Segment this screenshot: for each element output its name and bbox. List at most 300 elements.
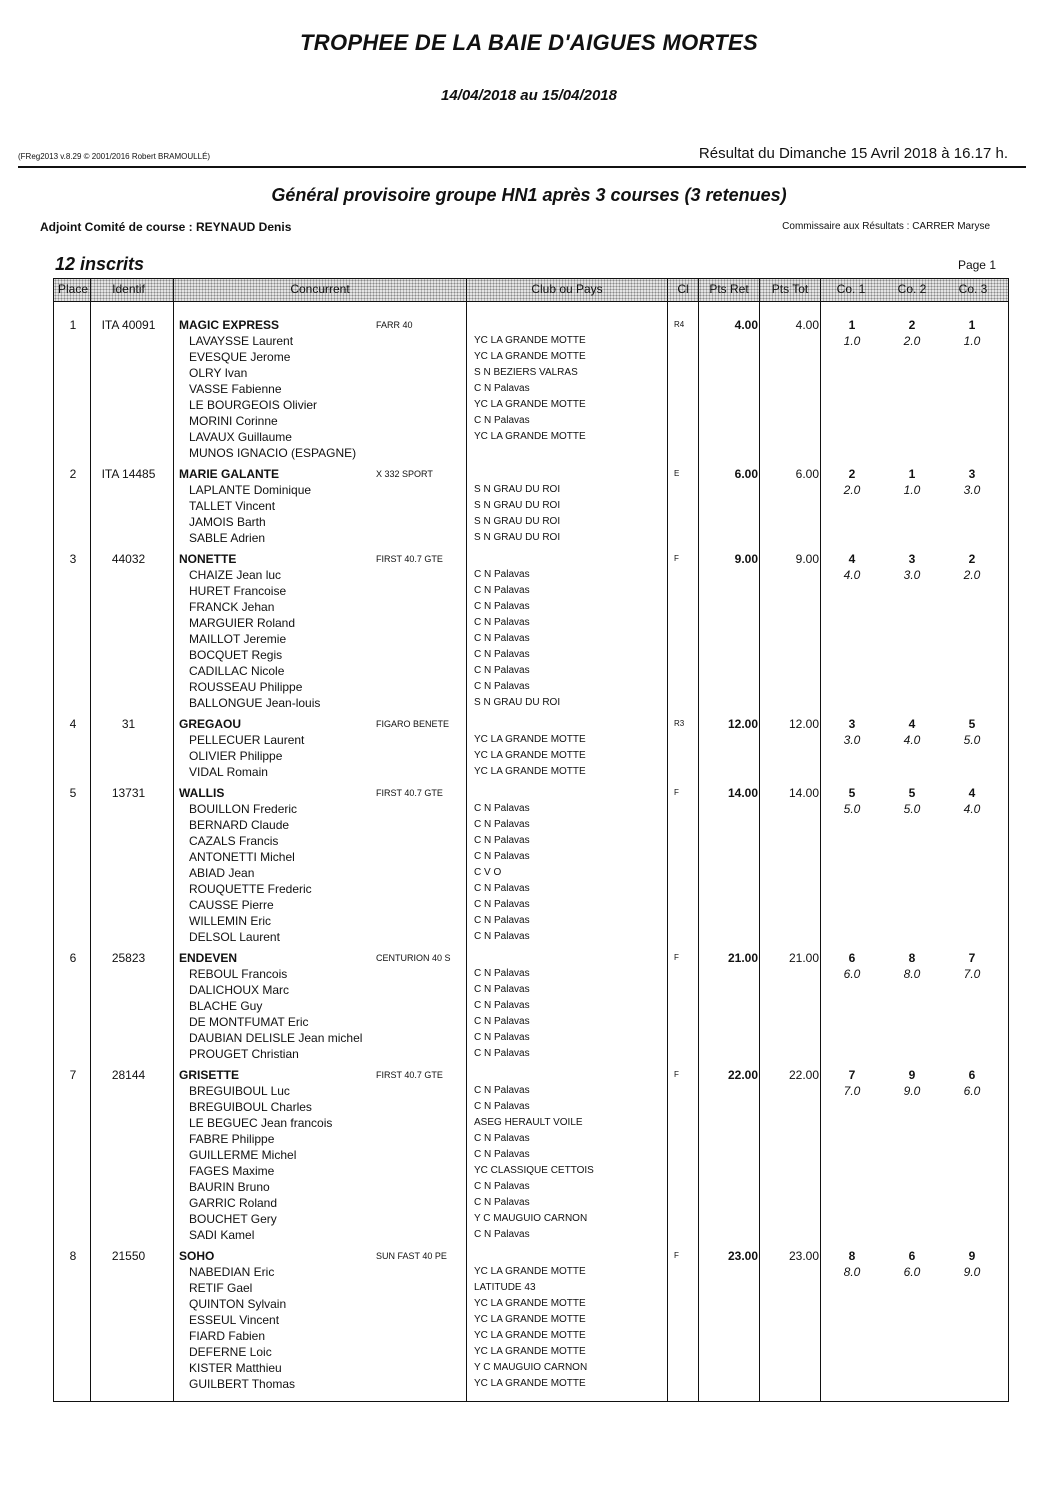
boat-type: FIRST 40.7 GTE (376, 788, 443, 798)
crew-club: S N GRAU DU ROI (474, 500, 561, 511)
class-value: F (674, 788, 679, 797)
race-score: 1.0 (963, 334, 981, 348)
crew-line (54, 1211, 1008, 1227)
race-rank: 2 (968, 552, 976, 566)
crew-club: C N Palavas (474, 1048, 530, 1059)
crew-club: Y C MAUGUIO CARNON (474, 1362, 588, 1373)
crew-club: YC CLASSIQUE CETTOIS (474, 1165, 594, 1176)
crew-line (54, 865, 1008, 881)
table-header (54, 279, 1008, 302)
crew-name: FABRE Philippe (189, 1132, 275, 1146)
race-rank: 9 (968, 1249, 976, 1263)
crew-line (54, 1179, 1008, 1195)
crew-club: C N Palavas (474, 1229, 530, 1240)
points-total: 23.00 (788, 1249, 819, 1263)
race-score: 2.0 (903, 334, 921, 348)
crew-line (54, 833, 1008, 849)
crew-line (54, 897, 1008, 913)
crew-name: ROUSSEAU Philippe (189, 680, 303, 694)
race-score: 3.0 (843, 733, 861, 747)
crew-name: LE BEGUEC Jean francois (189, 1116, 333, 1130)
crew-line (54, 1296, 1008, 1312)
crew-line (54, 982, 1008, 998)
crew-line (54, 397, 1008, 413)
col-club: Club ou Pays (531, 282, 603, 296)
crew-line (54, 647, 1008, 663)
crew-line (54, 695, 1008, 711)
boat-line (54, 1248, 1008, 1264)
place-value: 7 (69, 1068, 77, 1082)
crew-club: YC LA GRANDE MOTTE (474, 766, 586, 777)
crew-name: VASSE Fabienne (189, 382, 282, 396)
crew-name: BOCQUET Regis (189, 648, 283, 662)
race-rank: 4 (908, 717, 916, 731)
class-value: R3 (674, 719, 685, 728)
crew-line (54, 1131, 1008, 1147)
crew-name: LAPLANTE Dominique (189, 483, 312, 497)
crew-line (54, 1163, 1008, 1179)
crew-name: CAZALS Francis (189, 834, 279, 848)
crew-name: BREGUIBOUL Charles (189, 1100, 312, 1114)
points-total: 21.00 (788, 951, 819, 965)
crew-name: CHAIZE Jean luc (189, 568, 282, 582)
col-cl: Cl (677, 282, 689, 296)
entry-separator (54, 1392, 1008, 1397)
crew-line (54, 663, 1008, 679)
crew-name: MORINI Corinne (189, 414, 278, 428)
crew-club: C N Palavas (474, 681, 530, 692)
crew-name: NABEDIAN Eric (189, 1265, 275, 1279)
crew-line (54, 498, 1008, 514)
crew-name: PELLECUER Laurent (189, 733, 305, 747)
crew-line (54, 1360, 1008, 1376)
crew-name: GUILLERME Michel (189, 1148, 297, 1162)
crew-name: DEFERNE Loic (189, 1345, 272, 1359)
crew-name: CADILLAC Nicole (189, 664, 285, 678)
crew-club: C N Palavas (474, 1197, 530, 1208)
crew-club: S N BEZIERS VALRAS (474, 367, 578, 378)
sail-ident: 31 (121, 717, 136, 731)
col-concurrent: Concurrent (290, 282, 350, 296)
crew-club: C N Palavas (474, 835, 530, 846)
race-score: 6.0 (843, 967, 861, 981)
race-score: 4.0 (963, 802, 981, 816)
boat-name: GRISETTE (179, 1068, 240, 1082)
race-score: 7.0 (963, 967, 981, 981)
crew-name: REBOUL Francois (189, 967, 288, 981)
crew-line (54, 1227, 1008, 1243)
place-value: 4 (69, 717, 77, 731)
crew-line (54, 1083, 1008, 1099)
crew-name: SADI Kamel (189, 1228, 255, 1242)
race-rank: 2 (848, 467, 856, 481)
crew-name: MARGUIER Roland (189, 616, 296, 630)
place-value: 2 (69, 467, 77, 481)
points-retained: 9.00 (734, 552, 758, 566)
crew-line (54, 1115, 1008, 1131)
crew-club: C N Palavas (474, 415, 530, 426)
crew-name: CAUSSE Pierre (189, 898, 274, 912)
crew-line (54, 365, 1008, 381)
race-rank: 3 (968, 467, 976, 481)
race-score: 1.0 (843, 334, 861, 348)
results-rows (54, 317, 1008, 1397)
crew-club: C N Palavas (474, 1133, 530, 1144)
crew-line (54, 679, 1008, 695)
boat-type: FIGARO BENETE (376, 719, 450, 729)
crew-club: C N Palavas (474, 1101, 530, 1112)
boat-line (54, 317, 1008, 333)
crew-club: YC LA GRANDE MOTTE (474, 1266, 586, 1277)
col-place: Place (57, 282, 89, 296)
crew-club: YC LA GRANDE MOTTE (474, 1314, 586, 1325)
crew-club: YC LA GRANDE MOTTE (474, 351, 586, 362)
crew-club: YC LA GRANDE MOTTE (474, 399, 586, 410)
sail-ident: 21550 (111, 1249, 146, 1263)
crew-name: VIDAL Romain (189, 765, 268, 779)
col-co1: Co. 1 (836, 282, 866, 296)
crew-club: C N Palavas (474, 851, 530, 862)
crew-name: FRANCK Jehan (189, 600, 275, 614)
race-score: 3.0 (963, 483, 981, 497)
race-rank: 6 (848, 951, 856, 965)
crew-line (54, 1328, 1008, 1344)
ranking-subtitle: Général provisoire groupe HN1 après 3 courses (3 retenues) (271, 185, 787, 205)
crew-line (54, 1376, 1008, 1392)
crew-club: C V O (474, 867, 502, 878)
crew-line (54, 381, 1008, 397)
boat-name: ENDEVEN (179, 951, 238, 965)
boat-name: SOHO (179, 1249, 215, 1263)
race-score: 8.0 (843, 1265, 861, 1279)
crew-line (54, 482, 1008, 498)
crew-line (54, 1147, 1008, 1163)
crew-name: BOUILLON Frederic (189, 802, 298, 816)
entry-row (54, 1248, 1008, 1397)
crew-line (54, 567, 1008, 583)
race-rank: 9 (908, 1068, 916, 1082)
crew-club: C N Palavas (474, 665, 530, 676)
header-divider (18, 166, 1026, 168)
race-score: 5.0 (963, 733, 981, 747)
crew-name: BAURIN Bruno (189, 1180, 270, 1194)
race-rank: 7 (968, 951, 976, 965)
race-score: 7.0 (843, 1084, 861, 1098)
crew-line (54, 1195, 1008, 1211)
crew-line (54, 445, 1008, 461)
crew-name: KISTER Matthieu (189, 1361, 282, 1375)
crew-line (54, 1264, 1008, 1280)
crew-line (54, 817, 1008, 833)
crew-line (54, 913, 1008, 929)
crew-line (54, 998, 1008, 1014)
crew-club: LATITUDE 43 (474, 1282, 536, 1293)
crew-name: OLIVIER Philippe (189, 749, 283, 763)
col-pts-ret: Pts Ret (709, 282, 749, 296)
crew-name: RETIF Gael (189, 1281, 253, 1295)
crew-club: C N Palavas (474, 931, 530, 942)
crew-name: FIARD Fabien (189, 1329, 266, 1343)
crew-club: YC LA GRANDE MOTTE (474, 734, 586, 745)
points-retained: 12.00 (727, 717, 758, 731)
place-value: 3 (69, 552, 77, 566)
sail-ident: 44032 (111, 552, 146, 566)
crew-name: BREGUIBOUL Luc (189, 1084, 290, 1098)
entry-row (54, 317, 1008, 466)
col-co2: Co. 2 (897, 282, 927, 296)
crew-club: ASEG HERAULT VOILE (474, 1117, 583, 1128)
points-total: 6.00 (795, 467, 819, 481)
crew-club: YC LA GRANDE MOTTE (474, 1330, 586, 1341)
col-ident: Identif (112, 282, 145, 296)
crew-club: C N Palavas (474, 1032, 530, 1043)
sail-ident: 13731 (111, 786, 146, 800)
race-rank: 8 (848, 1249, 856, 1263)
results-table (53, 278, 1009, 1402)
crew-name: GARRIC Roland (189, 1196, 278, 1210)
crew-line (54, 413, 1008, 429)
boat-line (54, 466, 1008, 482)
class-value: F (674, 554, 679, 563)
boat-name: MARIE GALANTE (179, 467, 279, 481)
crew-name: JAMOIS Barth (189, 515, 266, 529)
place-value: 6 (69, 951, 77, 965)
points-total: 12.00 (788, 717, 819, 731)
race-rank: 1 (968, 318, 976, 332)
boat-name: GREGAOU (179, 717, 242, 731)
crew-name: FAGES Maxime (189, 1164, 275, 1178)
crew-name: TALLET Vincent (189, 499, 276, 513)
race-score: 9.0 (903, 1084, 921, 1098)
race-score: 1.0 (903, 483, 921, 497)
crew-name: BLACHE Guy (189, 999, 263, 1013)
crew-club: C N Palavas (474, 883, 530, 894)
crew-name: BERNARD Claude (189, 818, 290, 832)
crew-name: ESSEUL Vincent (189, 1313, 280, 1327)
results-commissioner: Commissaire aux Résultats : CARRER Maryse (782, 221, 990, 232)
race-rank: 6 (908, 1249, 916, 1263)
crew-name: LE BOURGEOIS Olivier (189, 398, 318, 412)
race-score: 6.0 (903, 1265, 921, 1279)
entry-row (54, 1067, 1008, 1248)
entry-row (54, 716, 1008, 785)
entry-row (54, 950, 1008, 1067)
crew-line (54, 764, 1008, 780)
race-committee-deputy: Adjoint Comité de course : REYNAUD Denis (40, 220, 292, 234)
crew-club: C N Palavas (474, 649, 530, 660)
crew-name: WILLEMIN Eric (189, 914, 272, 928)
crew-line (54, 599, 1008, 615)
crew-name: DELSOL Laurent (189, 930, 280, 944)
boat-type: FIRST 40.7 GTE (376, 1070, 443, 1080)
race-rank: 4 (968, 786, 976, 800)
class-value: F (674, 1070, 679, 1079)
race-score: 3.0 (903, 568, 921, 582)
crew-club: S N GRAU DU ROI (474, 532, 561, 543)
crew-club: C N Palavas (474, 1181, 530, 1192)
crew-club: C N Palavas (474, 585, 530, 596)
crew-line (54, 1280, 1008, 1296)
race-score: 2.0 (963, 568, 981, 582)
race-rank: 3 (908, 552, 916, 566)
race-rank: 3 (848, 717, 856, 731)
crew-name: BOUCHET Gery (189, 1212, 277, 1226)
crew-club: C N Palavas (474, 819, 530, 830)
crew-line (54, 1312, 1008, 1328)
col-pts-tot: Pts Tot (771, 282, 809, 296)
race-rank: 8 (908, 951, 916, 965)
crew-name: ROUQUETTE Frederic (189, 882, 312, 896)
points-retained: 14.00 (727, 786, 758, 800)
page-title: TROPHEE DE LA BAIE D'AIGUES MORTES (300, 30, 758, 55)
points-total: 14.00 (788, 786, 819, 800)
points-retained: 23.00 (727, 1249, 758, 1263)
crew-club: C N Palavas (474, 633, 530, 644)
crew-name: DAUBIAN DELISLE Jean michel (189, 1031, 363, 1045)
race-rank: 6 (968, 1068, 976, 1082)
crew-club: C N Palavas (474, 1016, 530, 1027)
boat-type: SUN FAST 40 PE (376, 1251, 447, 1261)
boat-line (54, 785, 1008, 801)
sail-ident: ITA 14485 (101, 467, 156, 481)
event-dates: 14/04/2018 au 15/04/2018 (441, 87, 617, 104)
class-value: R4 (674, 320, 685, 329)
class-value: F (674, 953, 679, 962)
race-rank: 7 (848, 1068, 856, 1082)
boat-name: WALLIS (179, 786, 225, 800)
crew-club: C N Palavas (474, 984, 530, 995)
crew-line (54, 881, 1008, 897)
race-score: 6.0 (963, 1084, 981, 1098)
crew-club: YC LA GRANDE MOTTE (474, 335, 586, 346)
crew-line (54, 1344, 1008, 1360)
boat-type: CENTURION 40 S (376, 953, 451, 963)
place-value: 1 (69, 318, 77, 332)
crew-name: GUILBERT Thomas (189, 1377, 296, 1391)
race-score: 2.0 (843, 483, 861, 497)
page-number: Page 1 (957, 258, 996, 272)
race-score: 5.0 (903, 802, 921, 816)
race-score: 5.0 (843, 802, 861, 816)
crew-name: MAILLOT Jeremie (189, 632, 287, 646)
points-retained: 22.00 (727, 1068, 758, 1082)
boat-type: FARR 40 (376, 320, 413, 330)
boat-line (54, 716, 1008, 732)
crew-name: BALLONGUE Jean-louis (189, 696, 321, 710)
entry-row (54, 551, 1008, 716)
crew-club: C N Palavas (474, 1000, 530, 1011)
crew-line (54, 1046, 1008, 1062)
crew-club: YC LA GRANDE MOTTE (474, 750, 586, 761)
race-score: 4.0 (843, 568, 861, 582)
points-retained: 6.00 (734, 467, 758, 481)
points-total: 22.00 (788, 1068, 819, 1082)
crew-name: OLRY Ivan (189, 366, 248, 380)
entry-row (54, 466, 1008, 551)
boat-line (54, 551, 1008, 567)
crew-line (54, 1099, 1008, 1115)
crew-name: DE MONTFUMAT Eric (189, 1015, 309, 1029)
crew-club: C N Palavas (474, 899, 530, 910)
boat-line (54, 950, 1008, 966)
crew-line (54, 615, 1008, 631)
sail-ident: ITA 40091 (101, 318, 156, 332)
crew-name: HURET Francoise (189, 584, 287, 598)
crew-line (54, 929, 1008, 945)
points-retained: 21.00 (727, 951, 758, 965)
crew-name: LAVAYSSE Laurent (189, 334, 294, 348)
boat-name: MAGIC EXPRESS (179, 318, 280, 332)
crew-line (54, 801, 1008, 817)
race-score: 8.0 (903, 967, 921, 981)
place-value: 5 (69, 786, 77, 800)
crew-line (54, 530, 1008, 546)
col-co3: Co. 3 (958, 282, 988, 296)
crew-club: C N Palavas (474, 601, 530, 612)
crew-club: YC LA GRANDE MOTTE (474, 1346, 586, 1357)
crew-name: SABLE Adrien (189, 531, 266, 545)
points-total: 4.00 (795, 318, 819, 332)
points-total: 9.00 (795, 552, 819, 566)
boat-line (54, 1067, 1008, 1083)
crew-line (54, 966, 1008, 982)
crew-club: C N Palavas (474, 803, 530, 814)
crew-club: S N GRAU DU ROI (474, 484, 561, 495)
race-rank: 1 (848, 318, 856, 332)
entry-row (54, 785, 1008, 950)
race-rank: 5 (908, 786, 916, 800)
crew-name: ABIAD Jean (189, 866, 255, 880)
crew-line (54, 1014, 1008, 1030)
entrant-count: 12 inscrits (55, 254, 145, 274)
sail-ident: 25823 (111, 951, 146, 965)
race-rank: 1 (908, 467, 916, 481)
crew-club: C N Palavas (474, 1085, 530, 1096)
crew-name: MUNOS IGNACIO (ESPAGNE) (189, 446, 357, 460)
crew-club: S N GRAU DU ROI (474, 697, 561, 708)
race-rank: 4 (848, 552, 856, 566)
crew-line (54, 748, 1008, 764)
crew-club: C N Palavas (474, 383, 530, 394)
boat-name: NONETTE (179, 552, 237, 566)
crew-line (54, 732, 1008, 748)
place-value: 8 (69, 1249, 77, 1263)
result-timestamp: Résultat du Dimanche 15 Avril 2018 à 16.17 h. (698, 145, 1008, 162)
crew-line (54, 631, 1008, 647)
crew-club: YC LA GRANDE MOTTE (474, 431, 586, 442)
crew-club: YC LA GRANDE MOTTE (474, 1378, 586, 1389)
points-retained: 4.00 (734, 318, 758, 332)
crew-name: EVESQUE Jerome (189, 350, 291, 364)
race-score: 4.0 (903, 733, 921, 747)
crew-line (54, 583, 1008, 599)
boat-type: FIRST 40.7 GTE (376, 554, 443, 564)
sail-ident: 28144 (111, 1068, 146, 1082)
crew-club: Y C MAUGUIO CARNON (474, 1213, 588, 1224)
crew-club: C N Palavas (474, 915, 530, 926)
race-rank: 5 (968, 717, 976, 731)
software-credit: (FReg2013 v.8.29 © 2001/2016 Robert BRAMOULLÉ) (18, 152, 211, 161)
crew-line (54, 333, 1008, 349)
crew-line (54, 429, 1008, 445)
crew-club: S N GRAU DU ROI (474, 516, 561, 527)
crew-club: C N Palavas (474, 968, 530, 979)
crew-line (54, 1030, 1008, 1046)
crew-name: LAVAUX Guillaume (189, 430, 292, 444)
race-score: 9.0 (963, 1265, 981, 1279)
crew-club: YC LA GRANDE MOTTE (474, 1298, 586, 1309)
crew-name: QUINTON Sylvain (189, 1297, 287, 1311)
